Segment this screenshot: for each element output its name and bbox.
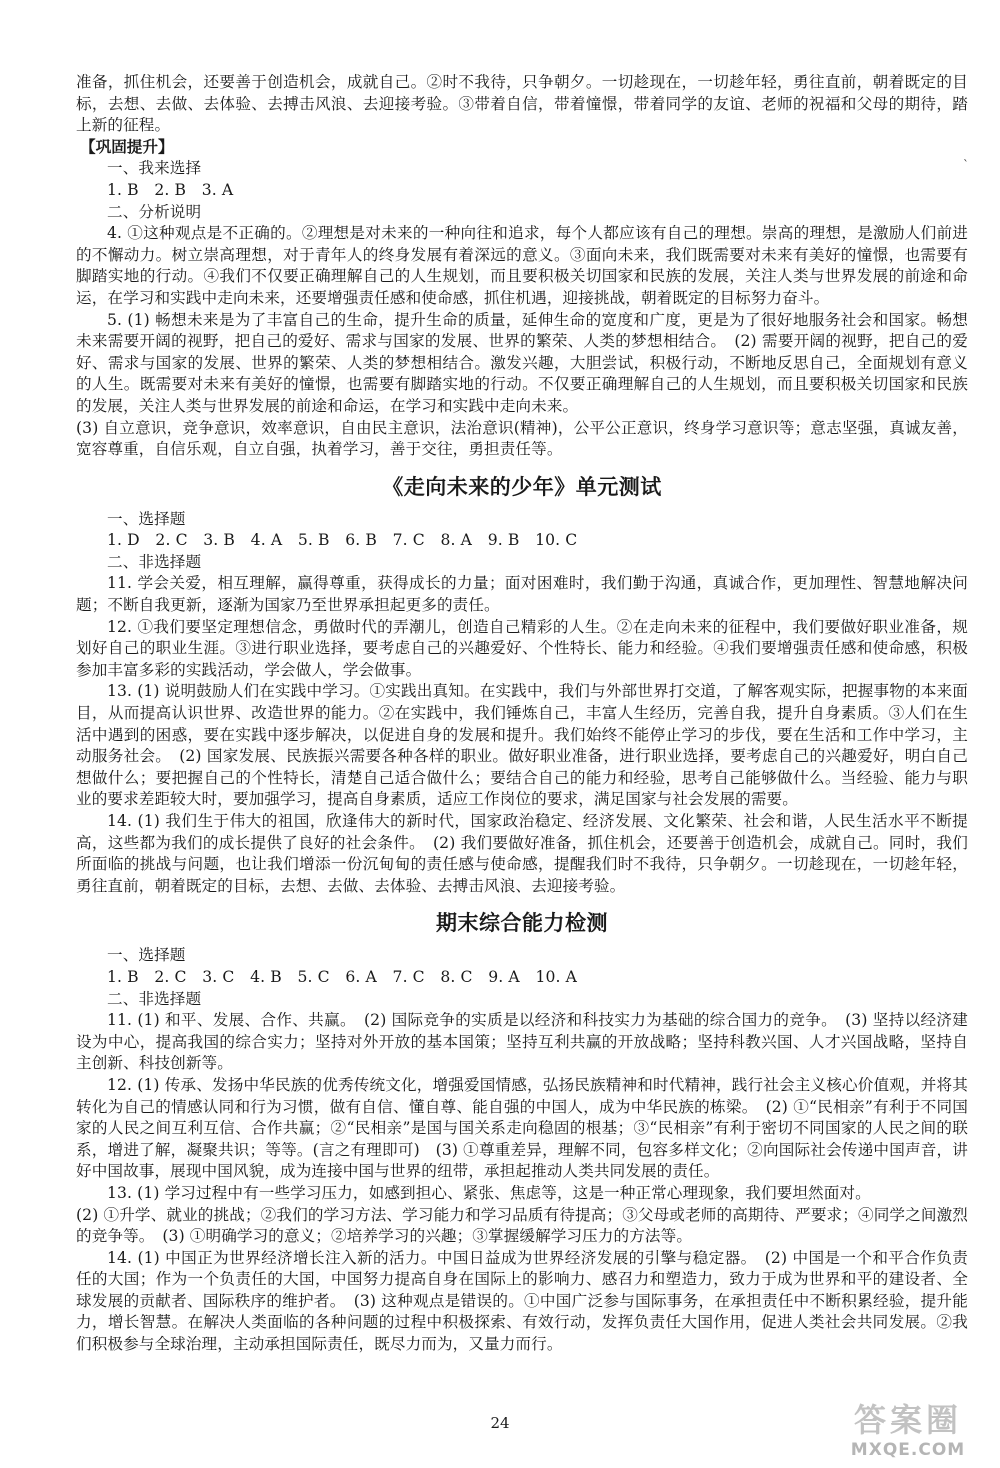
final-answer-q12: 12. (1) 传承、发扬中华民族的优秀传统文化，增强爱国情感，弘扬民族精神和时代精神，践行社会主义核心价值观，并将其转化为自己的情感认同和行为习惯，做有自信、懂自尊、能自强的中国人，成为中华民族的栋梁。 (2) ①“民相亲”有利于不同国家的人民之间互利互信、合作共赢；②“民相亲”是国与国关系走向稳固的根基；③“民相亲”有利于密切不同国家的人民之间的联系，增进了解，凝聚共识；等等。(言之有理即可) (3) ①尊重差异，理解不同，包容多样文化；②向国际社会传递中国声音，讲好中国故事，展现中国风貌，成为连接中国与世界的纽带，承担起推动人类共同发展的责任。 [76,1075,968,1181]
section-label-consolidate: 【巩固提升】 [80,137,174,156]
answer-q5-3: (3) 自立意识，竞争意识，效率意识，自由民主意识，法治意识(精神)，公平公正意识，终身学习意识等；意志坚强，真诚友善，宽容尊重，自信乐观，自立自强，执着学习，善于交往，勇担责任等。 [76,418,968,459]
page-number: 24 [490,1414,510,1432]
answer-q4: 4. ①这种观点是不正确的。②理想是对未来的一种向往和追求，每个人都应该有自己的理想。崇高的理想，是激励人们前进的不懈动力。树立崇高理想，对于青年人的终身发展有着深远的意义。③面向未来，我们既需要对未来有美好的憧憬，也需要有脚踏实地的行动。④我们不仅要正确理解自己的人生规划，而且要积极关切国家和民族的发展，关注人类与世界发展的前途和命运，在学习和实践中走向未来，还要增强责任感和使命感，抓住机遇，迎接挑战，朝着既定的目标努力奋斗。 [76,224,968,307]
watermark-url: MXQE.COM [850,1440,966,1460]
unit-part1-label: 一、选择题 [107,509,186,528]
final-answer-q14: 14. (1) 中国正为世界经济增长注入新的活力。中国日益成为世界经济发展的引擎与稳定器。 (2) 中国是一个和平合作负责任的大国；作为一个负责任的大国，中国努力提高自身在国际上的影响力、感召力和塑造力，致力于成为世界和平的建设者、全球发展的贡献者、国际秩序的维护者。 (3) 这种观点是错误的。①中国广泛参与国际事务，在承担责任中不断积累经验，提升能力，增长智慧。在解决人类面临的各种问题的过程中积极探索、有效行动，发挥负责任大国作用，促进人类社会共同发展。②我们积极参与全球治理，主动承担国际责任，既尽力而为，又量力而行。 [76,1248,968,1354]
final-part2-label: 二、非选择题 [107,989,202,1008]
part1-answers: 1. B 2. B 3. A [107,180,234,199]
unit-answer-q14: 14. (1) 我们生于伟大的祖国，欣逢伟大的新时代，国家政治稳定、经济发展、文化繁荣、社会和谐，人民生活水平不断提高，这些都为我们的成长提供了良好的社会条件。 (2) 我们要做好准备，抓住机会，还要善于创造机会，成就自己。同时，我们所面临的挑战与问题，也让我们增添一份沉甸甸的责任感与使命感，提醒我们时不我待，只争朝夕。一切趁现在，一切趁年轻，勇往直前，朝着既定的目标，去想、去做、去体验、去搏击风浪、去迎接考验。 [76,812,968,895]
final-answer-q11: 11. (1) 和平、发展、合作、共赢。 (2) 国际竞争的实质是以经济和科技实力为基础的综合国力的竞争。 (3) 坚持以经济建设为中心，提高我国的综合实力；坚持对外开放的基本国策；坚持互利共赢的开放战略；坚持科教兴国、人才兴国战略，坚持自主创新、科技创新等。 [76,1011,968,1073]
unit-answer-q11: 11. 学会关爱，相互理解，赢得尊重，获得成长的力量；面对困难时，我们勤于沟通，真诚合作，更加理性、智慧地解决问题；不断自我更新，逐渐为国家乃至世界承担起更多的责任。 [76,574,968,615]
unit-answer-q12: 12. ①我们要坚定理想信念，勇做时代的弄潮儿，创造自己精彩的人生。②在走向未来的征程中，我们要做好职业准备，规划好自己的职业生涯。③进行职业选择，要考虑自己的兴趣爱好、个性特长、能力和经验。④我们要增强责任感和使命感，积极参加丰富多彩的实践活动，学会做人，学会做事。 [76,617,968,679]
final-answer-q13-2: (2) ①升学、就业的挑战；②我们的学习方法、学习能力和学习品质有待提高；③父母或老师的高期待、严要求；④同学之间激烈的竞争等。 (3) ①明确学习的意义；②培养学习的兴趣；③掌握缓解学习压力的方法等。 [76,1205,968,1246]
watermark-logo [830,1398,986,1460]
unit-part2-label: 二、非选择题 [107,552,202,571]
unit-test-title: 《走向未来的少年》单元测试 [382,474,662,499]
stray-mark: ` [963,158,969,172]
final-part1-answers: 1. B 2. C 3. C 4. B 5. C 6. A 7. C 8. C 9. A 10. A [107,967,577,986]
answer-q5: 5. (1) 畅想未来是为了丰富自己的生命，提升生命的质量，延伸生命的宽度和广度，更是为了很好地服务社会和国家。畅想未来需要开阔的视野，把自己的爱好、需求与国家的发展、世界的繁荣、人类的梦想相结合。 (2) 需要开阔的视野，把自己的爱好、需求与国家的发展、世界的繁荣、人类的梦想相结合。激发兴趣，大胆尝试，积极行动，不断地反思自己，全面规划有意义的人生。既需要对未来有美好的憧憬，也需要有脚踏实地的行动。不仅要正确理解自己的人生规划，而且要积极关切国家和民族的发展，关注人类与世界发展的前途和命运，在学习和实践中走向未来。 [76,310,968,415]
unit-part1-answers: 1. D 2. C 3. B 4. A 5. B 6. B 7. C 8. A 9. B 10. C [107,531,578,550]
final-answer-q13: 13. (1) 学习过程中有一些学习压力，如感到担心、紧张、焦虑等，这是一种正常心理现象，我们要坦然面对。 [107,1183,871,1202]
part1-label: 一、我来选择 [107,159,202,178]
watermark-stamp: 答案圈 [853,1401,962,1439]
unit-answer-q13: 13. (1) 说明鼓励人们在实践中学习。①实践出真知。在实践中，我们与外部世界打交道，了解客观实际，把握事物的本来面目，从而提高认识世界、改造世界的能力。②在实践中，我们锤炼自己，丰富人生经历，完善自我，提升自身素质。③人们在生活中遇到的困惑，要在实践中逐步解决，以促进自身的发展和提升。我们始终不能停止学习的步伐，要在生活和工作中学习，主动服务社会。 (2) 国家发展、民族振兴需要各种各样的职业。做好职业准备，进行职业选择，要考虑自己的兴趣爱好，明白自己想做什么；要把握自己的个性特长，清楚自己适合做什么；要结合自己的能力和经验，思考自己能够做什么。当经验、能力与职业的要求差距较大时，要加强学习，提高自身素质，适应工作岗位的要求，满足国家与社会发展的需要。 [76,682,968,809]
answer-page [76,72,968,1356]
final-test-title: 期末综合能力检测 [436,911,608,936]
intro-paragraph: 准备，抓住机会，还要善于创造机会，成就自己。②时不我待，只争朝夕。一切趁现在，一切趁年轻，勇往直前，朝着既定的目标，去想、去做、去体验、去搏击风浪、去迎接考验。③带着自信，带着憧憬，带着同学的友谊、老师的祝福和父母的期待，踏上新的征程。 [76,73,968,135]
final-part1-label: 一、选择题 [107,946,186,965]
part2-label: 二、分析说明 [107,202,202,221]
